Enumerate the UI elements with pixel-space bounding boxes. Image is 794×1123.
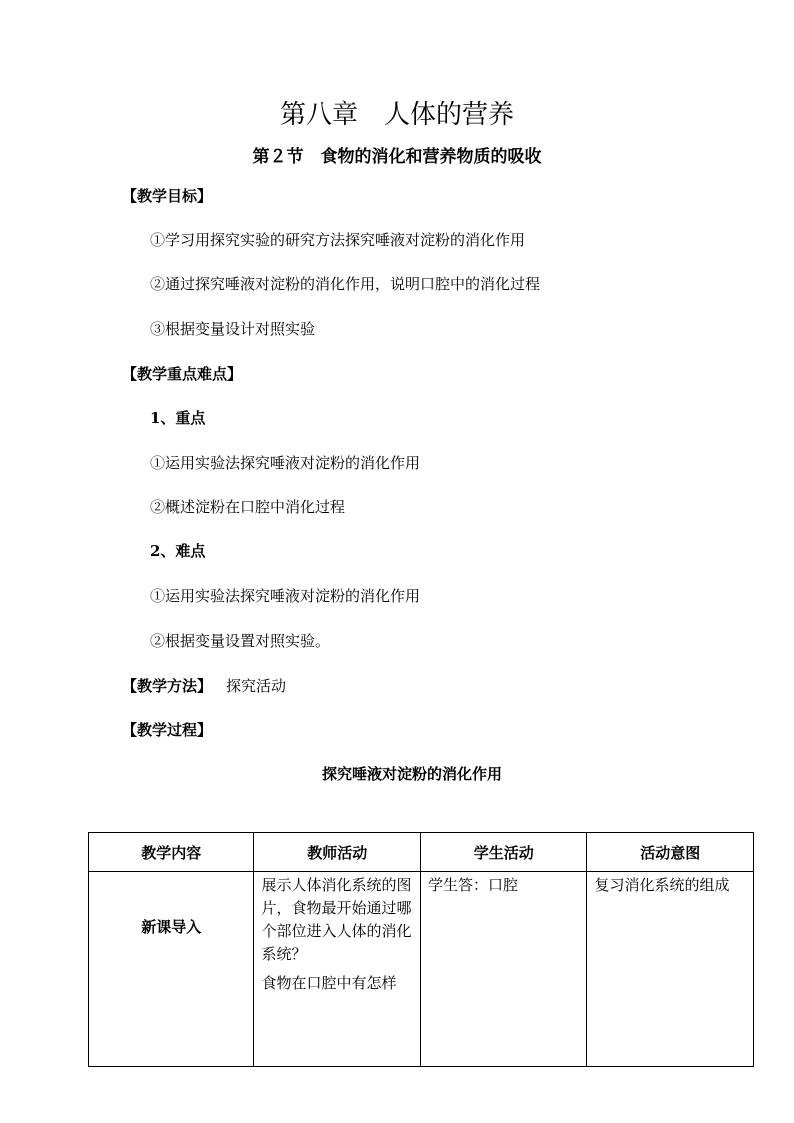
key-points-heading: 【教学重点难点】 (122, 365, 243, 383)
cell-teacher (254, 872, 421, 1067)
table-title: 探究唾液对淀粉的消化作用 (321, 765, 502, 783)
teacher-paragraph: 展示人体消化系统的图片，食物最开始通过哪个部位进入人体的消化系统？ (261, 876, 412, 963)
objective-item: ③根据变量设计对照实验 (150, 320, 316, 338)
objective-item: ②通过探究唾液对淀粉的消化作用，说明口腔中的消化过程 (150, 275, 541, 293)
method-row (122, 675, 286, 697)
column-header-content: 教学内容 (89, 833, 254, 872)
focus-heading: 1、重点 (150, 409, 206, 427)
column-header-teacher: 教师活动 (254, 833, 421, 872)
section-subtitle: 第２节 食物的消化和营养物质的吸收 (252, 147, 542, 167)
column-header-student: 学生活动 (420, 833, 587, 872)
method-value: 探究活动 (226, 677, 287, 695)
focus-item: ②概述淀粉在口腔中消化过程 (150, 498, 346, 516)
table-header-row (89, 833, 754, 872)
difficulty-item: ①运用实验法探究唾液对淀粉的消化作用 (150, 587, 421, 605)
cell-intent: 复习消化系统的组成 (587, 872, 754, 1067)
page-title: 第八章 人体的营养 (279, 100, 514, 130)
difficulty-heading: 2、难点 (150, 542, 206, 560)
cell-content: 新课导入 (89, 872, 254, 1067)
teacher-paragraph: 食物在口腔中有怎样 (261, 974, 397, 992)
difficulty-item: ②根据变量设置对照实验。 (150, 632, 331, 650)
process-heading: 【教学过程】 (122, 721, 213, 739)
method-heading: 【教学方法】 (122, 677, 213, 695)
process-table (88, 832, 754, 1067)
column-header-intent: 活动意图 (587, 833, 754, 872)
objectives-heading: 【教学目标】 (122, 187, 213, 205)
focus-item: ①运用实验法探究唾液对淀粉的消化作用 (150, 454, 421, 472)
table-row (89, 872, 754, 1067)
objective-item: ①学习用探究实验的研究方法探究唾液对淀粉的消化作用 (150, 231, 526, 249)
cell-student: 学生答：口腔 (420, 872, 587, 1067)
